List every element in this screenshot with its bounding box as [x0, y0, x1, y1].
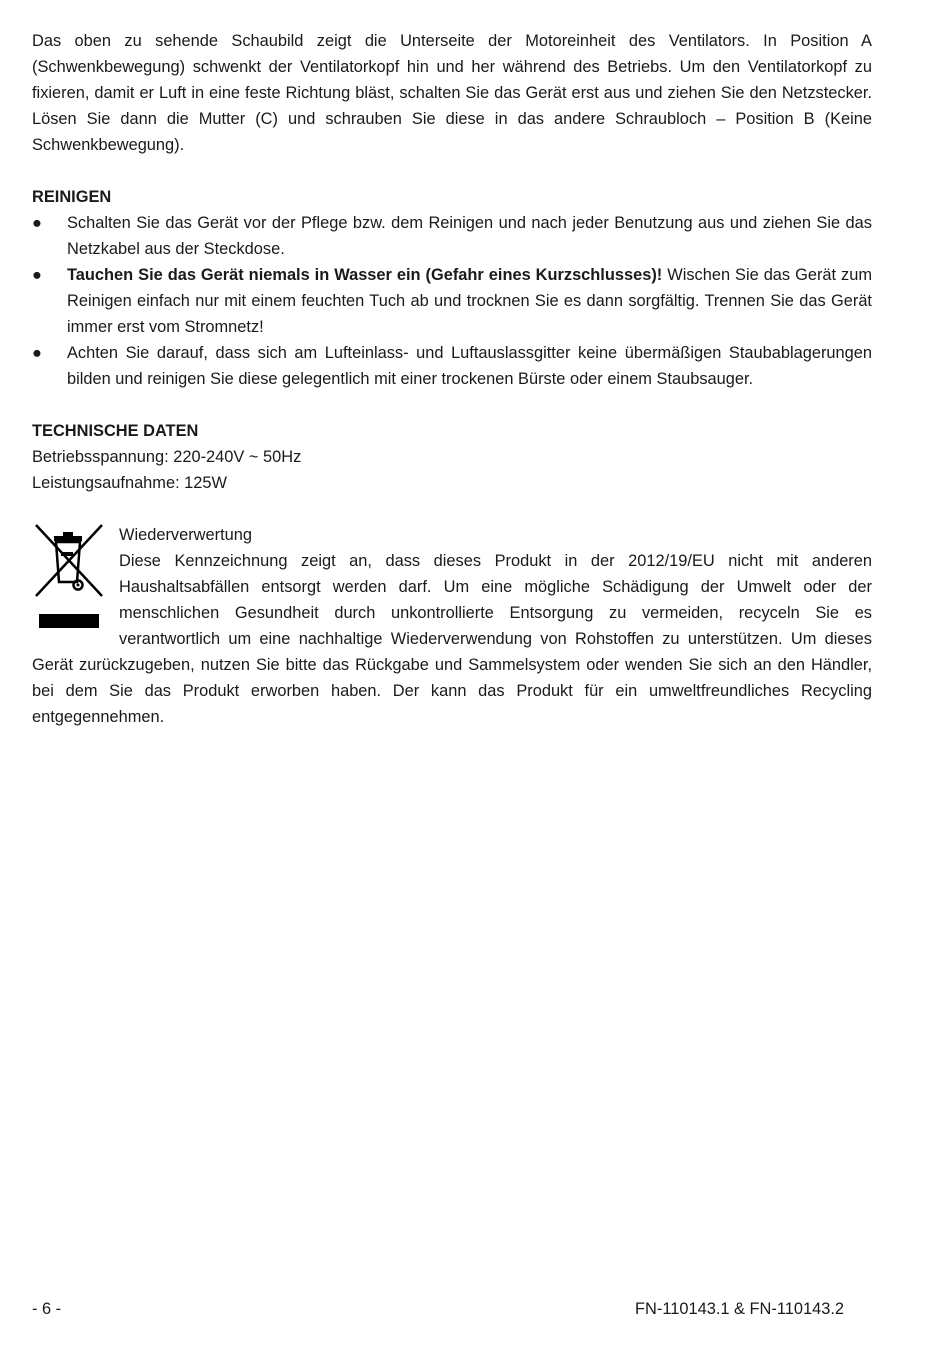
model-number: FN-110143.1 & FN-110143.2 [635, 1300, 844, 1318]
cleaning-list [32, 210, 872, 392]
document-page [32, 28, 872, 730]
specs-power: Leistungsaufnahme: 125W [32, 474, 227, 492]
page-number: - 6 - [32, 1300, 62, 1318]
cleaning-item-2-text: Wischen Sie das Gerät zum Reinigen einfach nur mit einem feuchten Tuch ab und trocknen Sie es dann sorgfältig. Trennen Sie das Gerät immer erst vom Stromnetz! [67, 266, 872, 336]
list-item [32, 210, 872, 262]
intro-paragraph: Das oben zu sehende Schaubild zeigt die Unterseite der Motoreinheit des Ventilators. In Position A (Schwenkbewegung) schwenkt der Ventilatorkopf hin und her während des Betriebs. Um den Ventilatorkopf zu fixieren, damit er Luft in eine feste Richtung bläst, schalten Sie das Gerät erst aus und ziehen Sie den Netzstecker. Lösen Sie dann die Mutter (C) und schrauben Sie diese in das andere Schraubloch – Position B (Keine Schwenkbewegung). [32, 32, 872, 154]
recycling-title: Wiederverwertung [119, 526, 252, 544]
cleaning-item-2-warning: Tauchen Sie das Gerät niemals in Wasser ein (Gefahr eines Kurzschlusses)! [67, 266, 663, 284]
list-item [32, 262, 872, 340]
weee-crossed-bin-icon [32, 522, 106, 634]
cleaning-heading: REINIGEN [32, 188, 112, 206]
bullet-icon: ● [32, 266, 42, 284]
cleaning-item-1: Schalten Sie das Gerät vor der Pflege bzw. dem Reinigen und nach jeder Benutzung aus und ziehen Sie das Netzkabel aus der Steckdose. [67, 214, 872, 258]
recycling-section [32, 522, 872, 730]
bullet-icon: ● [32, 344, 42, 362]
bullet-icon: ● [32, 214, 42, 232]
page-footer [32, 1296, 844, 1322]
specs-heading: TECHNISCHE DATEN [32, 422, 199, 440]
recycling-text: Diese Kennzeichnung zeigt an, dass dieses Produkt in der 2012/19/EU nicht mit anderen Haushaltsabfällen entsorgt werden darf. Um eine mögliche Schädigung der Umwelt oder der menschlichen Gesundheit durch unkontrollierte Entsorgung zu vermeiden, recyceln Sie es verantwortlich um eine nachhaltige Wiederverwendung von Rohstoffen zu unterstützen. Um dieses Gerät zurückzugeben, nutzen Sie bitte das Rückgabe und Sammelsystem oder wenden Sie sich an den Händler, bei dem Sie das Produkt erworben haben. Der kann das Produkt für ein umweltfreundliches Recycling entgegennehmen. [32, 552, 872, 726]
cleaning-item-3: Achten Sie darauf, dass sich am Lufteinlass- und Luftauslassgitter keine übermäßigen Staubablagerungen bilden und reinigen Sie diese gelegentlich mit einer trockenen Bürste oder einem Staubsauger. [67, 344, 872, 388]
list-item [32, 340, 872, 392]
specs-voltage: Betriebsspannung: 220-240V ~ 50Hz [32, 448, 302, 466]
